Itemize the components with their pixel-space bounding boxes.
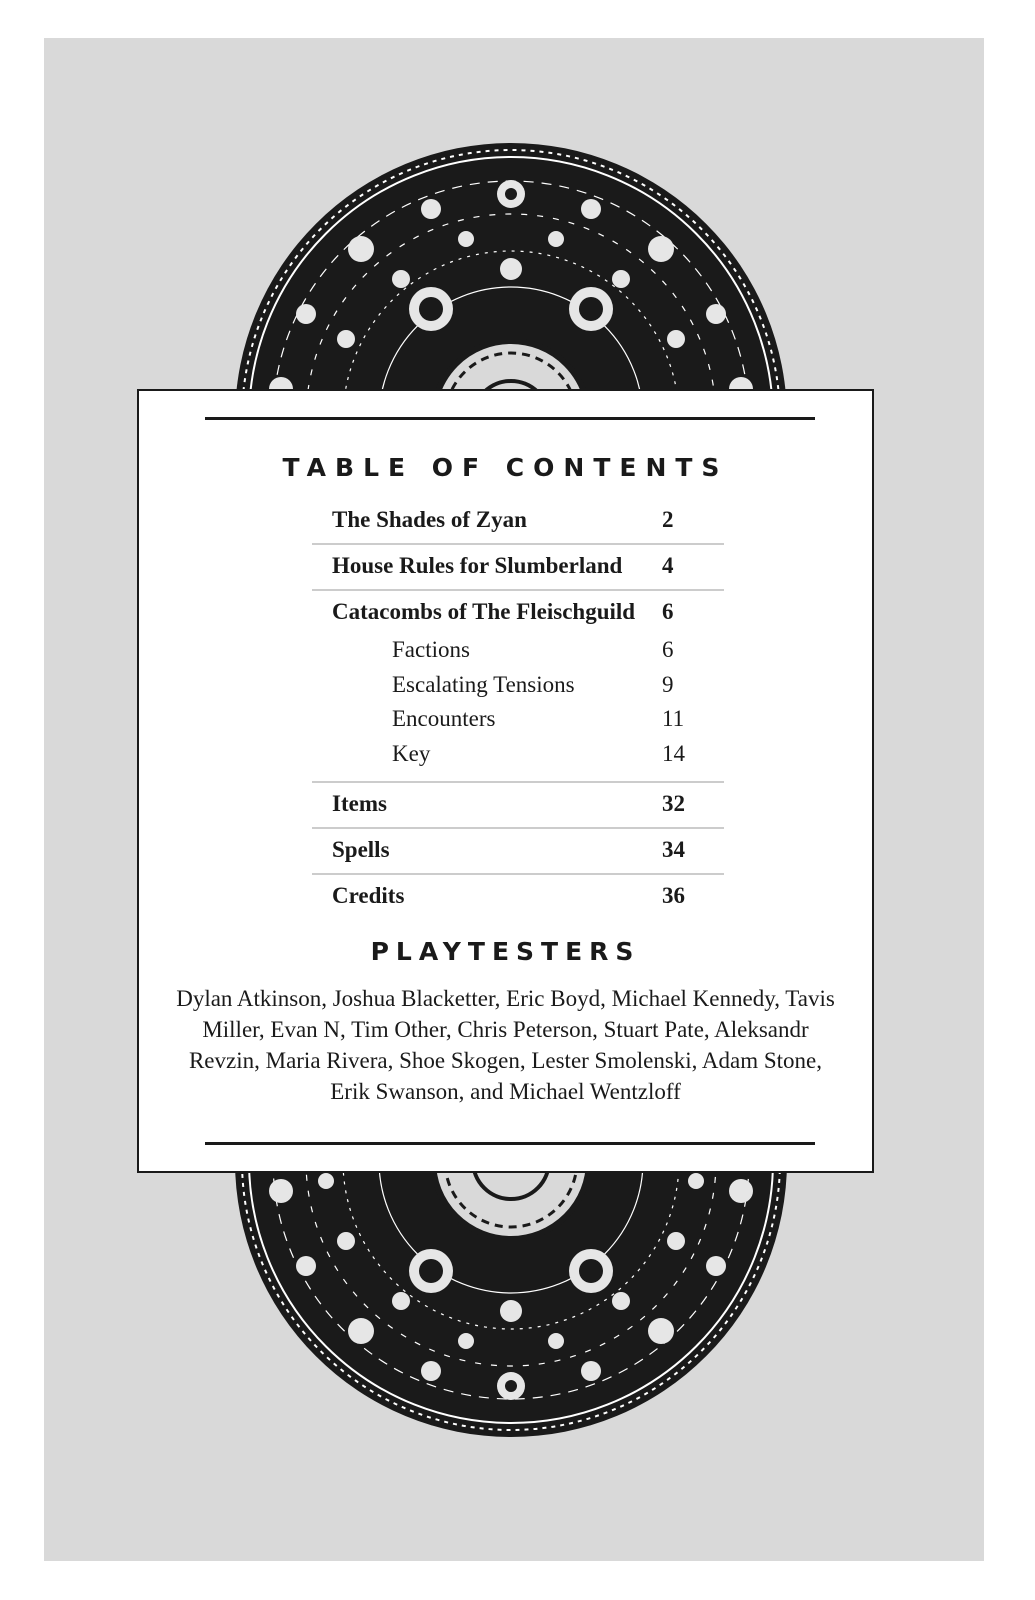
playtesters-list: Dylan Atkinson, Joshua Blacketter, Eric Boyd, Michael Kennedy, Tavis Miller, Evan N, Tim Other, Chris Peterson, Stuart Pate, Aleksandr Revzin, Maria Rivera, Shoe Skogen, Lester Smolenski, Adam Stone, Erik Swanson, and Michael Wentzloff (176, 986, 835, 1104)
toc-subentry-label: Key (392, 740, 431, 766)
toc-entry (312, 591, 724, 783)
toc-entry (312, 783, 724, 829)
toc-subentry (312, 737, 724, 772)
toc-entry-page: 32 (662, 791, 685, 816)
toc-subentry-page: 6 (662, 637, 674, 662)
toc-subentry-page: 11 (662, 706, 685, 731)
toc-subentry (312, 668, 724, 703)
toc-title: TABLE OF CONTENTS (282, 453, 729, 482)
toc-entry (312, 875, 724, 919)
toc-entry-page: 4 (662, 553, 674, 578)
toc-entry (312, 545, 724, 591)
toc-subentry-label: Encounters (392, 706, 496, 731)
toc-subentry-label: Escalating Tensions (392, 671, 575, 697)
toc-entry (312, 829, 724, 875)
toc-entry-label: Credits (332, 883, 405, 908)
toc-entry-label: House Rules for Slumberland (332, 553, 623, 578)
toc-subentry-page: 14 (662, 740, 685, 766)
toc-entry-label: The Shades of Zyan (332, 507, 527, 532)
table-of-contents-panel (137, 389, 874, 1173)
toc-entry-page: 34 (662, 837, 685, 862)
toc-sublist (312, 633, 724, 771)
toc-entry (312, 499, 724, 545)
toc-entry-page: 36 (662, 883, 685, 908)
toc-entry-label: Items (332, 791, 387, 816)
toc-entry-page: 6 (662, 599, 674, 624)
toc-entry-page: 2 (662, 507, 674, 532)
toc-entry-label: Catacombs of The Fleischguild (332, 599, 636, 624)
toc-subentry (312, 702, 724, 737)
toc-entry-label: Spells (332, 837, 390, 862)
playtesters-title: PLAYTESTERS (370, 937, 641, 966)
toc-subentry (312, 633, 724, 668)
ornamental-medallion-top (232, 140, 790, 430)
toc-subentry-label: Factions (392, 637, 470, 662)
ornamental-medallion-bottom (232, 1150, 790, 1440)
toc-list (312, 499, 724, 919)
toc-subentry-page: 9 (662, 671, 674, 697)
